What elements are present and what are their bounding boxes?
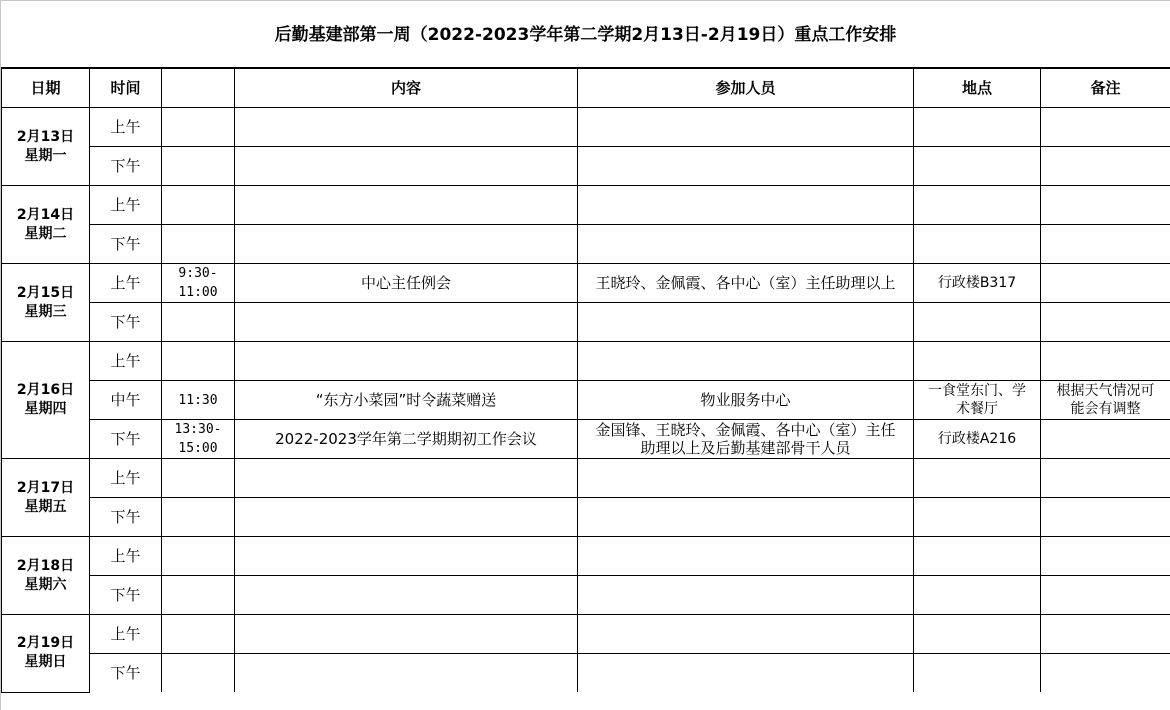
table-row (2, 342, 1170, 381)
cell-line: 11:30 (178, 392, 218, 408)
remarks-cell (1041, 108, 1170, 147)
location-cell (914, 381, 1041, 420)
remarks-cell (1041, 420, 1170, 459)
period-cell: 上午 (90, 264, 162, 303)
header-content: 内容 (235, 69, 578, 108)
period-cell: 上午 (90, 342, 162, 381)
content-cell: “东方小菜园”时令蔬菜赠送 (235, 381, 578, 420)
content-cell (235, 342, 578, 381)
cell-line: 金国锋、王晓玲、金佩霞、各中心（室）主任 (595, 421, 896, 439)
content-cell: 中心主任例会 (235, 264, 578, 303)
date-label: 2月16日 (16, 382, 75, 398)
location-cell (914, 576, 1041, 615)
content-cell (235, 654, 578, 693)
period-cell: 上午 (90, 108, 162, 147)
date-label: 2月18日 (16, 557, 75, 574)
location-cell (914, 654, 1041, 693)
content-cell (235, 459, 578, 498)
time-cell (162, 303, 235, 342)
content-cell (235, 576, 578, 615)
time-cell (162, 147, 235, 186)
date-label: 2月15日 (16, 284, 75, 301)
content-cell (235, 108, 578, 147)
participants-cell (578, 498, 914, 537)
table-row (2, 147, 1170, 186)
remarks-cell (1041, 615, 1170, 654)
period-cell: 上午 (90, 615, 162, 654)
header-location: 地点 (914, 69, 1041, 108)
remarks-cell (1041, 381, 1170, 420)
period-cell: 上午 (90, 459, 162, 498)
date-cell (2, 459, 90, 537)
participants-cell (578, 537, 914, 576)
weekday-label: 星期三 (24, 303, 67, 320)
date-label: 2月14日 (16, 206, 75, 223)
period-cell: 下午 (90, 576, 162, 615)
participants-cell (578, 225, 914, 264)
period-cell: 中午 (90, 381, 162, 420)
location-cell (914, 303, 1041, 342)
time-cell (162, 420, 235, 459)
weekday-label: 星期四 (24, 401, 67, 417)
remarks-cell (1041, 225, 1170, 264)
weekday-label: 星期五 (24, 498, 67, 515)
participants-cell (578, 576, 914, 615)
cell-line: 助理以上及后勤基建部骨干人员 (640, 439, 851, 457)
time-cell (162, 264, 235, 303)
table-row (2, 186, 1170, 225)
location-cell (914, 420, 1041, 459)
location-cell (914, 186, 1041, 225)
cell-line: 13:30- (174, 422, 222, 437)
period-cell: 上午 (90, 537, 162, 576)
cell-line: 11:00 (178, 285, 218, 300)
date-cell (2, 342, 90, 459)
date-cell (2, 537, 90, 615)
table-row (2, 381, 1170, 420)
location-cell (914, 264, 1041, 303)
date-cell (2, 186, 90, 264)
date-cell (2, 615, 90, 693)
participants-cell (578, 342, 914, 381)
period-cell: 下午 (90, 420, 162, 459)
date-label: 2月13日 (16, 128, 75, 145)
content-cell (235, 186, 578, 225)
remarks-cell (1041, 342, 1170, 381)
cell-line: 行政楼A216 (937, 431, 1017, 447)
participants-cell (578, 420, 914, 459)
period-cell: 下午 (90, 303, 162, 342)
header-period: 时间 (90, 69, 162, 108)
content-cell: 2022-2023学年第二学期期初工作会议 (235, 420, 578, 459)
period-cell: 下午 (90, 147, 162, 186)
content-cell (235, 225, 578, 264)
remarks-cell (1041, 264, 1170, 303)
participants-cell (578, 186, 914, 225)
time-cell (162, 381, 235, 420)
table-row (2, 303, 1170, 342)
location-cell (914, 225, 1041, 264)
remarks-cell (1041, 537, 1170, 576)
participants-cell (578, 381, 914, 420)
location-cell (914, 459, 1041, 498)
date-cell (2, 264, 90, 342)
remarks-cell (1041, 498, 1170, 537)
table-row (2, 108, 1170, 147)
cell-line: 根据天气情况可 (1056, 383, 1155, 399)
participants-cell (578, 264, 914, 303)
participants-cell (578, 654, 914, 693)
remarks-cell (1041, 576, 1170, 615)
time-cell (162, 459, 235, 498)
weekday-label: 星期日 (24, 654, 67, 671)
schedule-body (2, 108, 1170, 693)
time-cell (162, 225, 235, 264)
time-cell (162, 108, 235, 147)
time-cell (162, 537, 235, 576)
content-cell (235, 537, 578, 576)
date-label: 2月17日 (16, 479, 75, 496)
cell-line: 术餐厅 (956, 401, 998, 417)
location-cell (914, 147, 1041, 186)
participants-cell (578, 303, 914, 342)
period-cell: 下午 (90, 498, 162, 537)
remarks-cell (1041, 186, 1170, 225)
header-remarks: 备注 (1041, 69, 1170, 108)
page-title: 后勤基建部第一周（2022-2023学年第二学期2月13日-2月19日）重点工作安排 (1, 0, 1170, 68)
table-row (2, 498, 1170, 537)
content-cell (235, 147, 578, 186)
cell-line: 能会有调整 (1070, 401, 1141, 417)
location-cell (914, 537, 1041, 576)
date-cell (2, 108, 90, 186)
cell-line: 15:00 (178, 441, 218, 456)
location-cell (914, 342, 1041, 381)
cell-line: 一食堂东门、学 (928, 383, 1026, 399)
period-cell: 下午 (90, 654, 162, 693)
table-row (2, 264, 1170, 303)
location-cell (914, 498, 1041, 537)
schedule-table (1, 68, 1170, 693)
cell-line: 王晓玲、金佩霞、各中心（室）主任助理以上 (595, 274, 896, 292)
remarks-cell (1041, 147, 1170, 186)
location-cell (914, 615, 1041, 654)
time-cell (162, 186, 235, 225)
table-row (2, 654, 1170, 693)
period-cell: 上午 (90, 186, 162, 225)
weekday-label: 星期一 (24, 147, 67, 164)
table-row (2, 576, 1170, 615)
cell-line: 9:30- (178, 266, 218, 281)
remarks-cell (1041, 303, 1170, 342)
table-row (2, 225, 1170, 264)
content-cell (235, 303, 578, 342)
time-cell (162, 342, 235, 381)
cell-line: 行政楼B317 (937, 275, 1017, 291)
weekday-label: 星期六 (24, 576, 67, 593)
table-row (2, 420, 1170, 459)
weekday-label: 星期二 (24, 225, 67, 242)
time-cell (162, 498, 235, 537)
table-row (2, 459, 1170, 498)
time-cell (162, 654, 235, 693)
header-participants: 参加人员 (578, 69, 914, 108)
period-cell: 下午 (90, 225, 162, 264)
participants-cell (578, 147, 914, 186)
time-cell (162, 576, 235, 615)
content-cell (235, 615, 578, 654)
header-time (162, 69, 235, 108)
location-cell (914, 108, 1041, 147)
table-row (2, 537, 1170, 576)
participants-cell (578, 615, 914, 654)
table-row (2, 615, 1170, 654)
cell-line: 物业服务中心 (700, 391, 791, 409)
remarks-cell (1041, 654, 1170, 693)
date-label: 2月19日 (16, 635, 75, 652)
remarks-cell (1041, 459, 1170, 498)
participants-cell (578, 459, 914, 498)
header-row (2, 69, 1170, 108)
participants-cell (578, 108, 914, 147)
time-cell (162, 615, 235, 654)
header-date: 日期 (2, 69, 90, 108)
content-cell (235, 498, 578, 537)
